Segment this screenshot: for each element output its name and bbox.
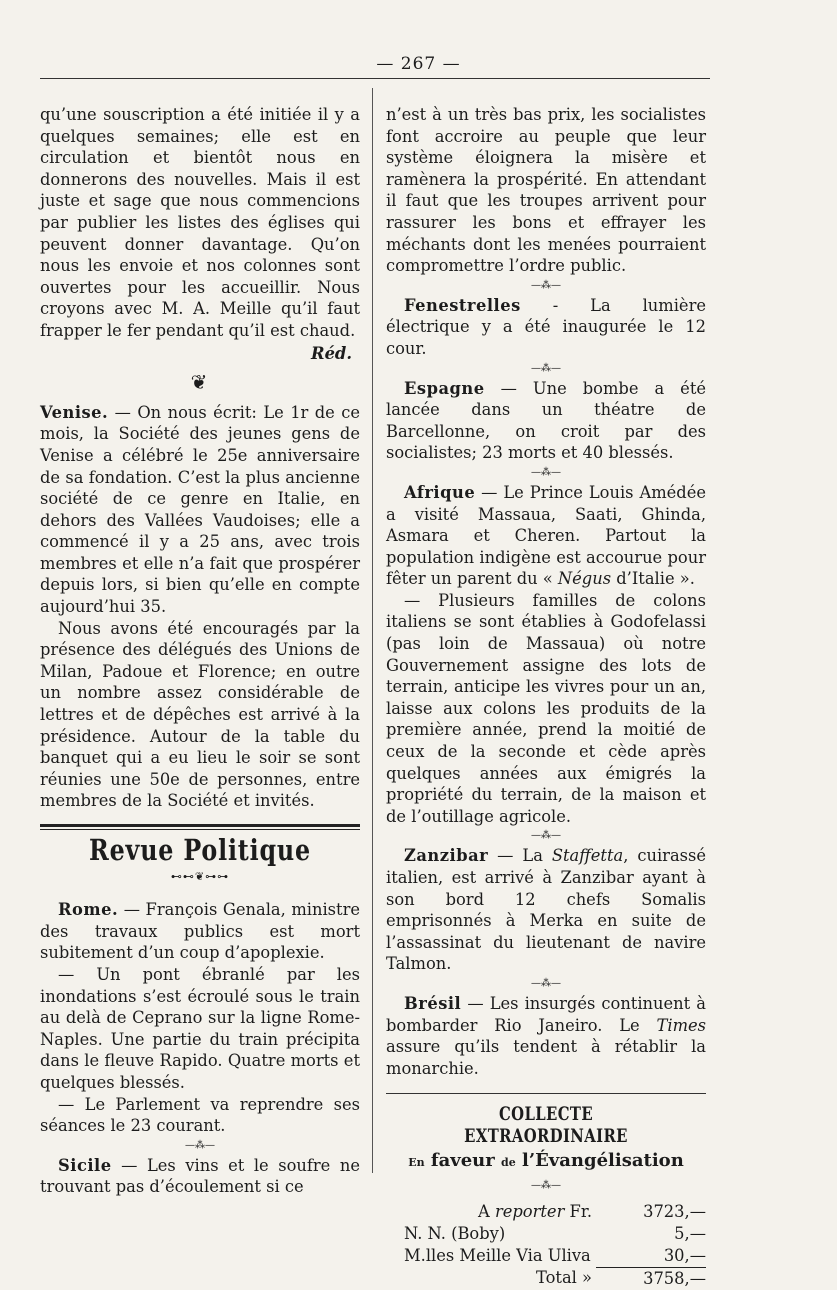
separator-icon: —⁂—: [531, 362, 561, 374]
header-rule: [40, 78, 710, 79]
article-afrique: [386, 482, 706, 590]
venise-text: — On nous écrit: Le 1r de ce mois, la Société des jeunes gens de Venise a célébré le 25e anniversaire de sa fondation. C’est la plus ancienne société de ce genre en Italie, en dehors des Vallées Vaudoises; elle a commencé il y a 25 ans, avec trois membres et elle n’a fait que prospérer depuis lors, si bien qu’elle en compte aujourd’hui 35.: [40, 402, 360, 617]
collect-sub-a: faveur: [424, 1149, 502, 1171]
ledger-reporter-amount: 3723,—: [643, 1201, 706, 1221]
page-number: — 267 —: [376, 54, 461, 74]
title-ornament-icon: ⊷⊷❦⊶⊶: [170, 869, 230, 883]
article-rome: [40, 899, 360, 964]
separator-icon: —⁂—: [531, 279, 561, 291]
collect-rule: [386, 1093, 706, 1094]
separator-icon: —⁂—: [531, 466, 561, 478]
collect-title: COLLECTE EXTRAORDINAIRE: [464, 1103, 628, 1147]
zanzibar-ship: Staffetta: [551, 846, 624, 866]
ledger-amount: 30,—: [596, 1245, 706, 1268]
zanzibar-text-b: , cuirassé italien, est arrivé à Zanzibar ayant à son bord 12 chefs Somalis emprisonnés à Merka en suite de l’assassinat du lieutenant de navire Talmon.: [386, 846, 707, 974]
right-column: [386, 104, 706, 1290]
collect-subtitle: [386, 1150, 706, 1174]
article-bresil: [386, 993, 706, 1079]
separator-icon: —⁂—: [185, 1139, 215, 1151]
collect-sub-de: de: [501, 1155, 516, 1169]
ledger-reporter-label: A reporter Fr.: [478, 1201, 592, 1221]
rubric-espagne: Espagne: [404, 378, 485, 398]
separator-icon: —⁂—: [531, 977, 561, 989]
rubric-zanzibar: Zanzibar: [404, 846, 489, 866]
rubric-fenestrelles: Fenestrelles: [404, 295, 521, 315]
ledger-total-amount: 3758,—: [643, 1268, 706, 1288]
paragraph-delegues: Nous avons été encouragés par la présence des délégués des Unions de Milan, Padoue et Florence; en outre un nombre assez considérable de lettres et de dépêches est arrivé à la présidence. Autour de la table du banquet qui a eu lieu le soir se sont réunies une 50e de personnes, entre membres de la Société et invités.: [40, 618, 360, 811]
article-venise: [40, 402, 360, 618]
paragraph-socialistes: n’est à un très bas prix, les socialistes font accroire au peuple que leur système éloignera la misère et ramènera la prospérité. En attendant il faut que les troupes arrivent pour rassurer les bons et effrayer les méchants dont les menées pourraient compromettre l’ordre public.: [386, 105, 706, 276]
left-column: [40, 104, 360, 1198]
signature: Réd.: [311, 343, 352, 363]
sicile-text: — Les vins et le soufre ne trouvant pas d’écoulement si ce: [40, 1155, 360, 1197]
ledger-total-label: Total »: [536, 1268, 592, 1288]
article-sicile: [40, 1155, 360, 1198]
ledger-total-row: [386, 1267, 706, 1290]
bresil-times: Times: [656, 1015, 706, 1035]
collect-ledger: [386, 1201, 706, 1290]
column-divider: [372, 88, 373, 1173]
fenestrelles-text: - La lumière électrique y a été inaugurée le 12 cour.: [386, 295, 706, 358]
article-espagne: [386, 378, 706, 464]
ledger-amount: 5,—: [674, 1223, 706, 1243]
bresil-text-a: — Les insurgés continuent à bombarder Rio Janeiro. Le: [386, 993, 706, 1035]
rubric-sicile: Sicile: [58, 1155, 112, 1175]
section-rule: [40, 824, 360, 830]
afrique-text-a: — Le Prince Louis Amédée a visité Massaua, Saati, Ghinda, Asmara et Cheren. Partout la population indigène est accourue pour fêter un parent du «: [386, 482, 706, 589]
collect-ornament-icon: —⁂—: [531, 1180, 561, 1192]
ledger-row: [386, 1201, 706, 1223]
afrique-negus: Négus: [557, 569, 612, 589]
rome-pont: — Un pont ébranlé par les inondations s’est écroulé sous le train au delà de Ceprano sur la ligne Rome-Naples. Une partie du train précipita dans le fleuve Rapido. Quatre morts et quelques blessés.: [40, 964, 360, 1092]
rubric-bresil: Brésil: [404, 993, 462, 1013]
ledger-name: M.lles Meille Via Uliva: [404, 1245, 591, 1265]
bresil-text-b: assure qu’ils tendent à rétablir la monarchie.: [386, 1037, 706, 1078]
afrique-colons: — Plusieurs familles de colons italiens se sont établies à Godofelassi (pas loin de Massaua) où notre Gouvernement assigne des lots de terrain, anticipe les vivres pour un an, laisse aux colons les produits de la première année, prend la moitié de ceux de la seconde et cède après quelques années aux émigrés la propriété du terrain, de la maison et de l’outillage agricole.: [386, 590, 706, 826]
ledger-row: [386, 1245, 706, 1268]
ornament-icon: ❦: [190, 370, 210, 395]
rubric-venise: Venise.: [40, 402, 109, 422]
ledger-row: [386, 1223, 706, 1245]
paragraph-souscription: qu’une souscription a été initiée il y a quelques semaines; elle est en circulation et bientôt nous en donnerons des nouvelles. Mais il est juste et sage que nous commencions par publier les listes des églises qui peuvent donner davantage. Qu’on nous les envoie et nos colonnes sont ouvertes pour les accueillir. Nous croyons avec M. A. Meille qu’il faut frapper le fer pendant qu’il est chaud.: [40, 105, 360, 340]
zanzibar-text-a: — La: [488, 846, 552, 866]
section-title: Revue Politique: [89, 833, 311, 867]
collect-sub-b: l’Évangélisation: [515, 1149, 684, 1171]
espagne-text: — Une bombe a été lancée dans un théatre de Barcellonne, on croit par des socialistes; 23 morts et 40 blessés.: [386, 378, 706, 463]
rome-text: — François Genala, ministre des travaux publics est mort subitement d’un coup d’apoplexie.: [40, 900, 360, 963]
rome-parlement: — Le Parlement va reprendre ses séances le 23 courant.: [40, 1094, 360, 1136]
collect-sub-en: En: [408, 1155, 425, 1169]
separator-icon: —⁂—: [531, 830, 561, 842]
rubric-rome: Rome.: [58, 900, 119, 920]
article-fenestrelles: [386, 295, 706, 360]
ledger-name: N. N. (Boby): [404, 1223, 506, 1243]
article-zanzibar: [386, 845, 706, 975]
rubric-afrique: Afrique: [404, 482, 476, 502]
afrique-text-b: d’Italie ».: [611, 569, 695, 589]
